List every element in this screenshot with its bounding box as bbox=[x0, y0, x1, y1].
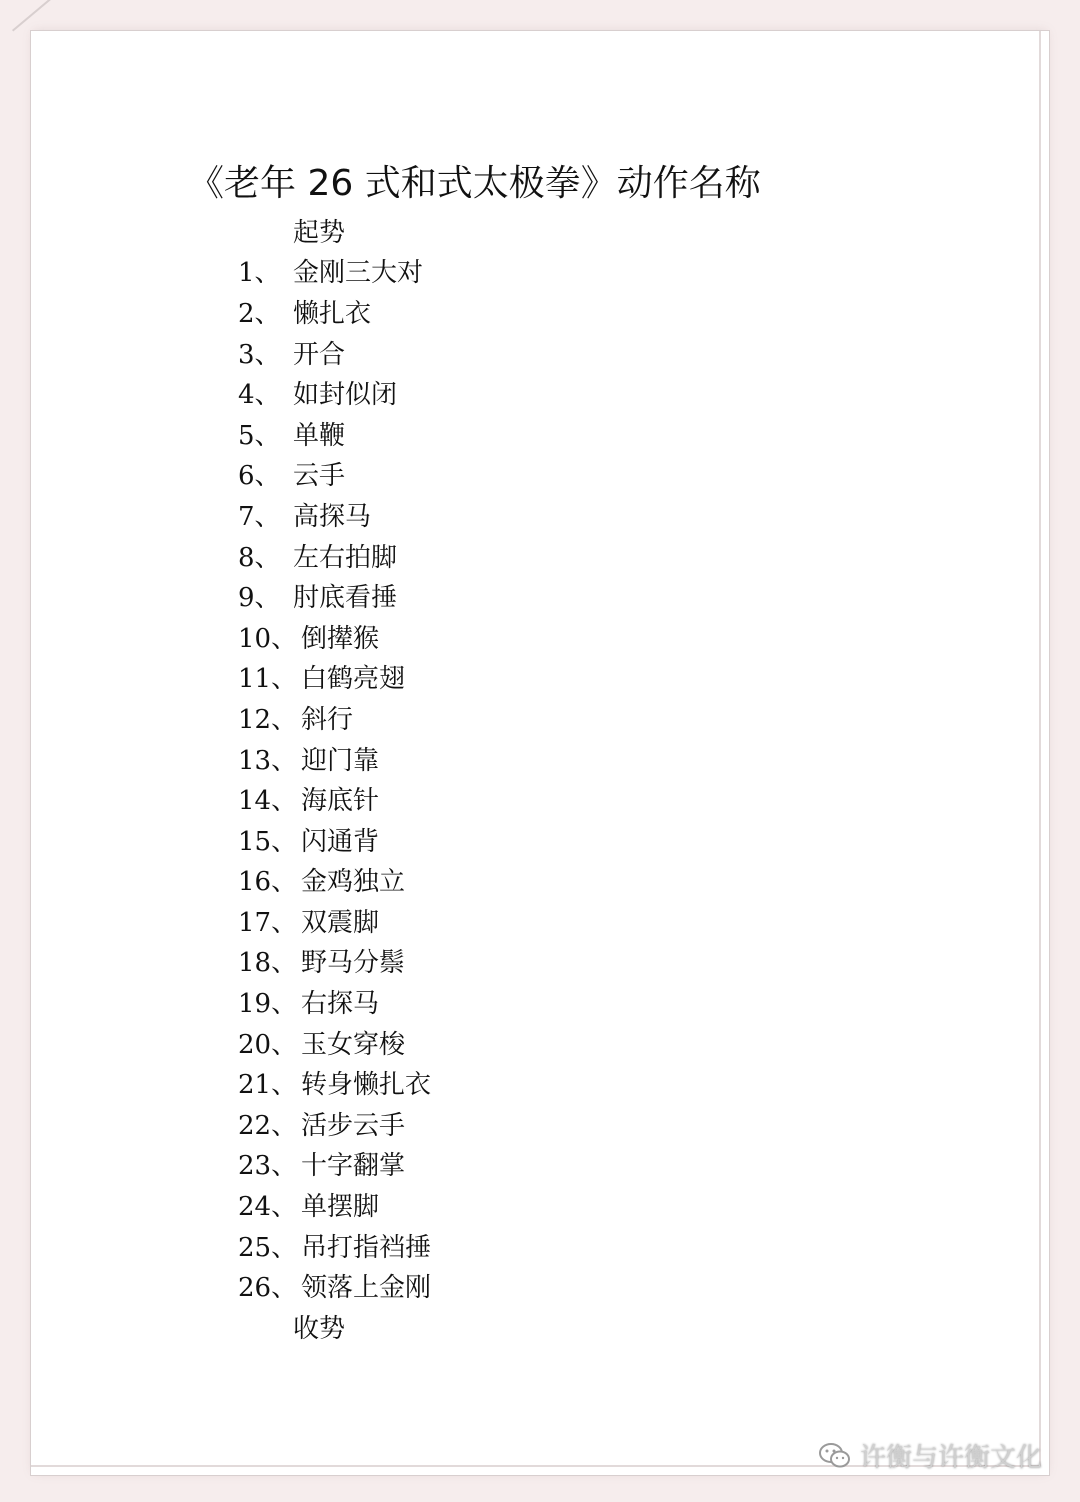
move-name: 闪通背 bbox=[301, 826, 380, 857]
move-item bbox=[238, 1144, 431, 1185]
move-number: 15、 bbox=[238, 826, 298, 857]
move-name: 单摆脚 bbox=[301, 1192, 380, 1223]
move-number: 10、 bbox=[238, 623, 298, 654]
move-number: 1、 bbox=[238, 258, 281, 289]
move-item bbox=[238, 941, 431, 982]
move-name: 活步云手 bbox=[301, 1110, 406, 1141]
move-item bbox=[238, 291, 431, 332]
move-item bbox=[238, 535, 431, 576]
move-name: 如封似闭 bbox=[293, 380, 398, 411]
move-item bbox=[238, 251, 431, 292]
move-number: 23、 bbox=[238, 1151, 298, 1182]
move-name: 领落上金刚 bbox=[301, 1273, 432, 1304]
move-item bbox=[238, 1103, 431, 1144]
opening-move-label: 起势 bbox=[293, 217, 346, 248]
move-number: 8、 bbox=[238, 542, 281, 573]
move-number: 4、 bbox=[238, 380, 281, 411]
document-title: 《老年 26 式和式太极拳》动作名称 bbox=[188, 163, 761, 204]
move-item bbox=[238, 454, 431, 495]
move-number: 18、 bbox=[238, 948, 298, 979]
move-name: 白鹤亮翅 bbox=[301, 664, 406, 695]
move-number: 6、 bbox=[238, 461, 281, 492]
move-number: 9、 bbox=[238, 583, 281, 614]
move-item bbox=[238, 1265, 431, 1306]
move-name: 肘底看捶 bbox=[293, 583, 398, 614]
closing-move-label: 收势 bbox=[293, 1313, 346, 1344]
move-list bbox=[238, 210, 431, 1347]
move-item bbox=[238, 494, 431, 535]
move-number: 26、 bbox=[238, 1273, 298, 1304]
move-item bbox=[238, 372, 431, 413]
move-name: 迎门靠 bbox=[301, 745, 380, 776]
move-number: 24、 bbox=[238, 1192, 298, 1223]
move-item bbox=[238, 1184, 431, 1225]
move-item bbox=[238, 1225, 431, 1266]
move-number: 21、 bbox=[238, 1070, 298, 1101]
move-item bbox=[238, 413, 431, 454]
move-number: 13、 bbox=[238, 745, 298, 776]
move-item bbox=[238, 332, 431, 373]
move-name: 野马分鬃 bbox=[301, 948, 406, 979]
move-name: 单鞭 bbox=[293, 420, 346, 451]
move-item bbox=[238, 860, 431, 901]
move-number: 3、 bbox=[238, 339, 281, 370]
move-number: 14、 bbox=[238, 786, 298, 817]
move-name: 云手 bbox=[293, 461, 346, 492]
move-name: 海底针 bbox=[301, 786, 380, 817]
move-item bbox=[238, 1022, 431, 1063]
move-item bbox=[238, 1062, 431, 1103]
move-number: 11、 bbox=[238, 664, 298, 695]
move-number: 17、 bbox=[238, 907, 298, 938]
page-inner-border bbox=[31, 31, 1041, 1467]
move-number: 25、 bbox=[238, 1232, 298, 1263]
move-number: 12、 bbox=[238, 704, 298, 735]
move-name: 懒扎衣 bbox=[293, 298, 372, 329]
move-name: 斜行 bbox=[301, 704, 354, 735]
move-name: 金刚三大对 bbox=[293, 258, 424, 289]
move-name: 转身懒扎衣 bbox=[301, 1070, 432, 1101]
move-item bbox=[238, 697, 431, 738]
move-item bbox=[238, 900, 431, 941]
move-item bbox=[238, 575, 431, 616]
move-name: 左右拍脚 bbox=[293, 542, 398, 573]
watermark-text: 许衡与许衡文化 bbox=[860, 1443, 1043, 1473]
move-number: 7、 bbox=[238, 501, 281, 532]
closing-move bbox=[238, 1306, 431, 1347]
document-page bbox=[30, 30, 1050, 1476]
watermark bbox=[818, 1437, 1042, 1474]
move-item bbox=[238, 981, 431, 1022]
move-name: 双震脚 bbox=[301, 907, 380, 938]
move-number: 16、 bbox=[238, 867, 298, 898]
move-item bbox=[238, 616, 431, 657]
wechat-icon bbox=[818, 1441, 852, 1471]
page-fold-line bbox=[12, 0, 105, 32]
move-name: 开合 bbox=[293, 339, 346, 370]
move-item bbox=[238, 778, 431, 819]
move-name: 金鸡独立 bbox=[301, 867, 406, 898]
move-name: 十字翻掌 bbox=[301, 1151, 406, 1182]
move-name: 吊打指裆捶 bbox=[301, 1232, 432, 1263]
move-name: 倒撵猴 bbox=[301, 623, 380, 654]
move-name: 玉女穿梭 bbox=[301, 1029, 406, 1060]
move-number: 2、 bbox=[238, 298, 281, 329]
move-name: 高探马 bbox=[293, 501, 372, 532]
move-item bbox=[238, 657, 431, 698]
move-number: 22、 bbox=[238, 1110, 298, 1141]
move-number: 19、 bbox=[238, 989, 298, 1020]
move-item bbox=[238, 819, 431, 860]
move-number: 5、 bbox=[238, 420, 281, 451]
move-name: 右探马 bbox=[301, 989, 380, 1020]
move-number: 20、 bbox=[238, 1029, 298, 1060]
move-item bbox=[238, 738, 431, 779]
opening-move bbox=[238, 210, 431, 251]
